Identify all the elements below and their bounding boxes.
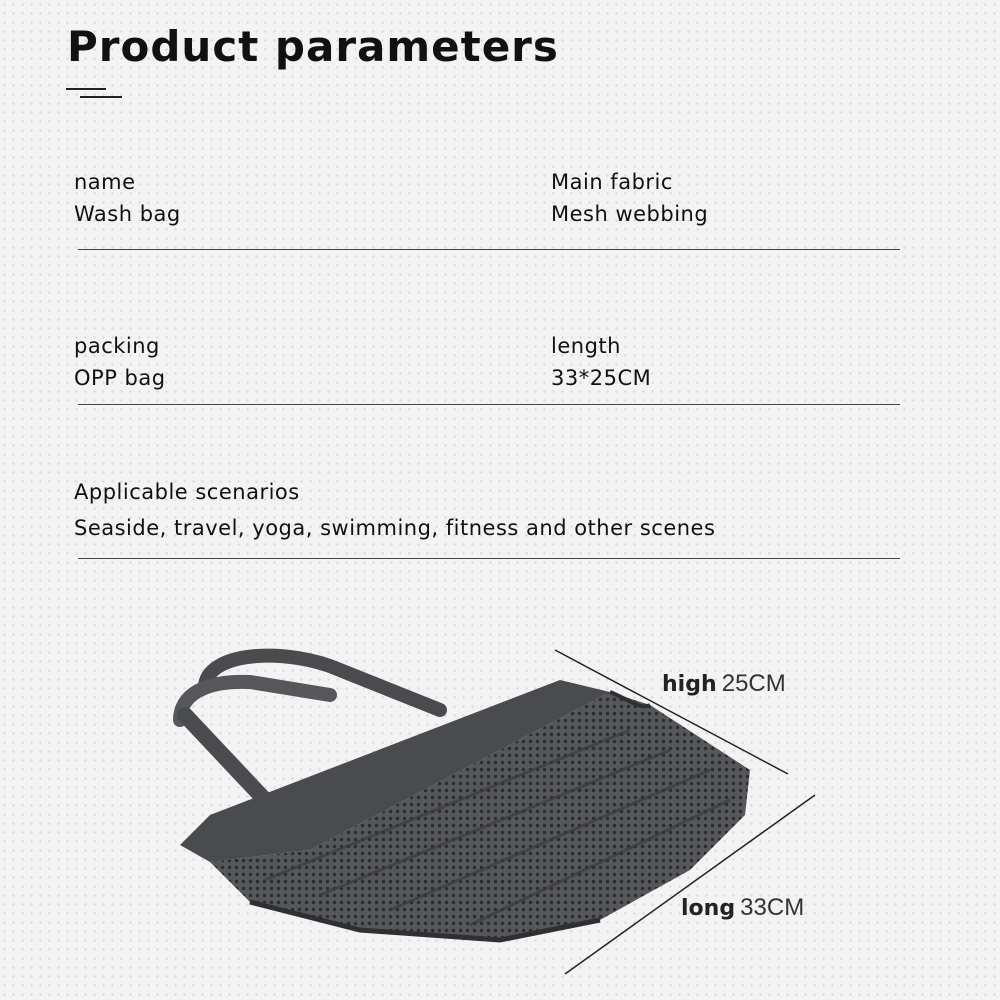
param-packing-label: packing bbox=[74, 334, 160, 358]
param-main-fabric-value: Mesh webbing bbox=[551, 202, 709, 226]
title-underline-decoration bbox=[66, 88, 126, 100]
param-name-label: name bbox=[74, 170, 136, 194]
dimension-high bbox=[662, 670, 786, 698]
dimension-high-value: 25CM bbox=[721, 670, 786, 697]
param-name-value: Wash bag bbox=[74, 202, 181, 226]
param-scenarios bbox=[74, 480, 715, 540]
param-scenarios-label: Applicable scenarios bbox=[74, 480, 300, 504]
param-length-label: length bbox=[551, 334, 621, 358]
param-length bbox=[551, 334, 651, 390]
param-main-fabric bbox=[551, 170, 708, 226]
divider bbox=[78, 249, 900, 250]
param-packing-value: OPP bag bbox=[74, 366, 166, 390]
param-main-fabric-label: Main fabric bbox=[551, 170, 673, 194]
param-scenarios-value: Seaside, travel, yoga, swimming, fitness and other scenes bbox=[74, 516, 716, 540]
param-length-value: 33*25CM bbox=[551, 366, 652, 390]
dimension-long-value: 33CM bbox=[740, 894, 805, 921]
param-name bbox=[74, 170, 181, 226]
page-title: Product parameters bbox=[67, 22, 559, 71]
divider bbox=[78, 404, 900, 405]
dimension-high-label: high bbox=[662, 672, 717, 697]
divider bbox=[78, 558, 900, 559]
dimension-long bbox=[681, 894, 804, 922]
dimension-long-label: long bbox=[681, 896, 736, 921]
param-packing bbox=[74, 334, 166, 390]
